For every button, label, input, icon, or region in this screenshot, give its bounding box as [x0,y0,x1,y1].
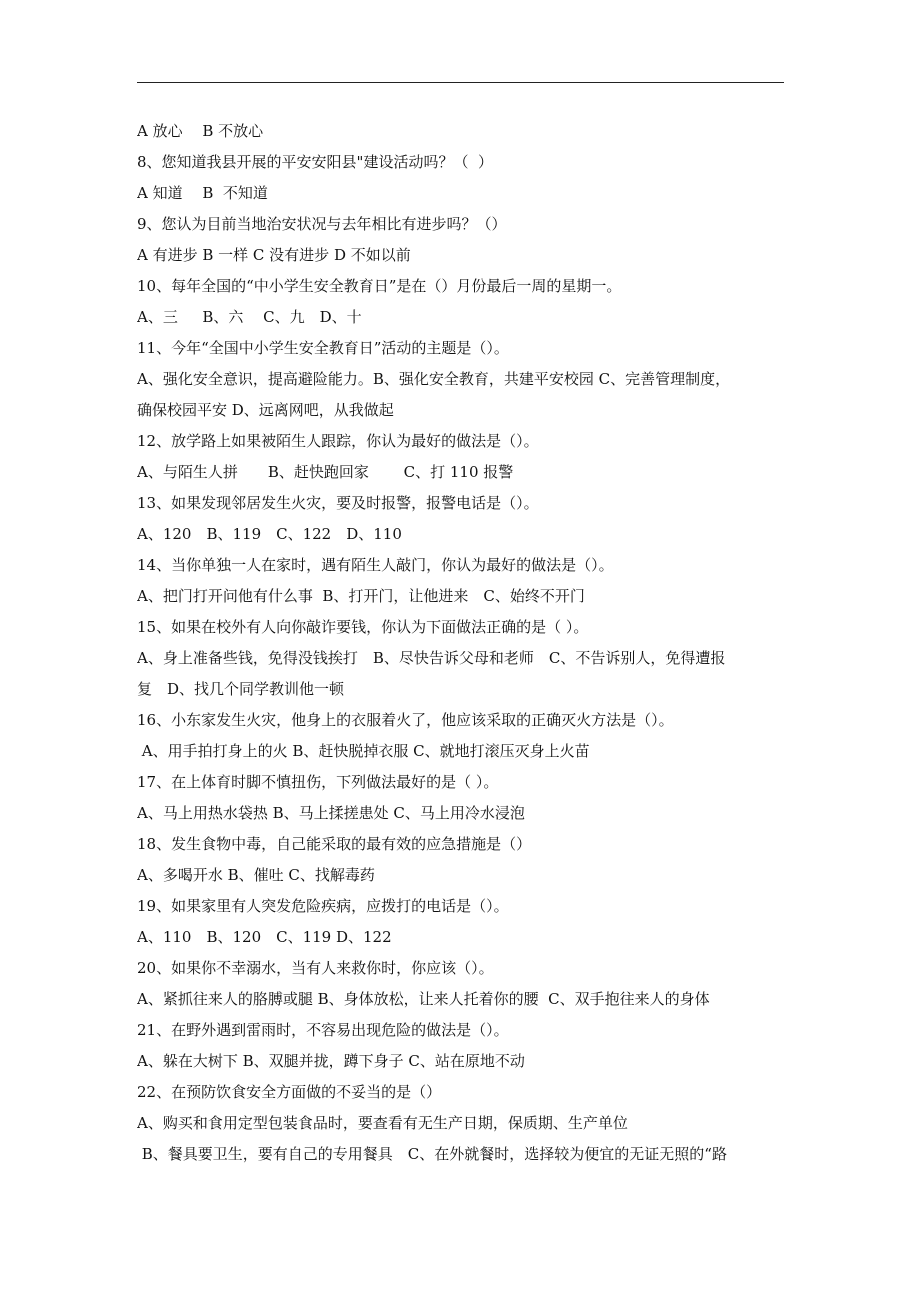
question-16: 16、小东家发生火灾，他身上的衣服着火了，他应该采取的正确灭火方法是（）。 [137,711,674,729]
options-19: A、110 B、120 C、119 D、122 [137,928,392,946]
options-15-cont: 复 D、找几个同学教训他一顿 [137,680,345,698]
options-10: A、三 B、六 C、九 D、十 [137,308,362,326]
text-line: A 放心 B 不放心 [137,122,264,140]
options-9: A 有进步 B 一样 C 没有进步 D 不如以前 [137,246,411,264]
question-19: 19、如果家里有人突发危险疾病，应拨打的电话是（）。 [137,897,509,915]
options-12: A、与陌生人拼 B、赶快跑回家 C、打 110 报警 [137,463,514,481]
question-17: 17、在上体育时脚不慎扭伤，下列做法最好的是（ ）。 [137,773,499,791]
options-17: A、马上用热水袋热 B、马上揉搓患处 C、马上用冷水浸泡 [137,804,525,822]
options-14: A、把门打开问他有什么事 B、打开门，让他进来 C、始终不开门 [137,587,585,605]
options-16: A、用手拍打身上的火 B、赶快脱掉衣服 C、就地打滚压灭身上火苗 [137,742,590,760]
options-11-cont: 确保校园平安 D、远离网吧，从我做起 [137,401,394,419]
question-13: 13、如果发现邻居发生火灾，要及时报警，报警电话是（）。 [137,494,539,512]
options-22-cont: B、餐具要卫生，要有自己的专用餐具 C、在外就餐时，选择较为便宜的无证无照的“路 [137,1145,727,1163]
header-rule [137,82,784,83]
question-12: 12、放学路上如果被陌生人跟踪，你认为最好的做法是（）。 [137,432,539,450]
options-11: A、强化安全意识，提高避险能力。B、强化安全教育，共建平安校园 C、完善管理制度， [137,370,731,388]
options-8: A 知道 B 不知道 [137,184,268,202]
question-8: 8、您知道我县开展的平安安阳县"建设活动吗？（ ） [137,153,493,171]
question-22: 22、在预防饮食安全方面做的不妥当的是（） [137,1083,442,1101]
question-15: 15、如果在校外有人向你敲诈要钱，你认为下面做法正确的是（ ）。 [137,618,589,636]
options-22: A、购买和食用定型包装食品时，要查看有无生产日期，保质期、生产单位 [137,1114,628,1132]
question-18: 18、发生食物中毒，自己能采取的最有效的应急措施是（） [137,835,532,853]
options-21: A、躲在大树下 B、双腿并拢，蹲下身子 C、站在原地不动 [137,1052,525,1070]
options-20: A、紧抓往来人的胳膊或腿 B、身体放松，让来人托着你的腰 C、双手抱往来人的身体 [137,990,710,1008]
options-15: A、身上准备些钱，免得没钱挨打 B、尽快告诉父母和老师 C、不告诉别人，免得遭报 [137,649,726,667]
question-14: 14、当你单独一人在家时，遇有陌生人敲门，你认为最好的做法是（）。 [137,556,614,574]
question-21: 21、在野外遇到雷雨时，不容易出现危险的做法是（）。 [137,1021,509,1039]
options-18: A、多喝开水 B、催吐 C、找解毒药 [137,866,375,884]
document-body [137,116,787,1170]
question-10: 10、每年全国的“中小学生安全教育日”是在（）月份最后一周的星期一。 [137,277,622,295]
question-11: 11、今年“全国中小学生安全教育日”活动的主题是（）。 [137,339,509,357]
question-9: 9、您认为目前当地治安状况与去年相比有进步吗？（） [137,215,507,233]
options-13: A、120 B、119 C、122 D、110 [137,525,402,543]
question-20: 20、如果你不幸溺水，当有人来救你时，你应该（）。 [137,959,494,977]
